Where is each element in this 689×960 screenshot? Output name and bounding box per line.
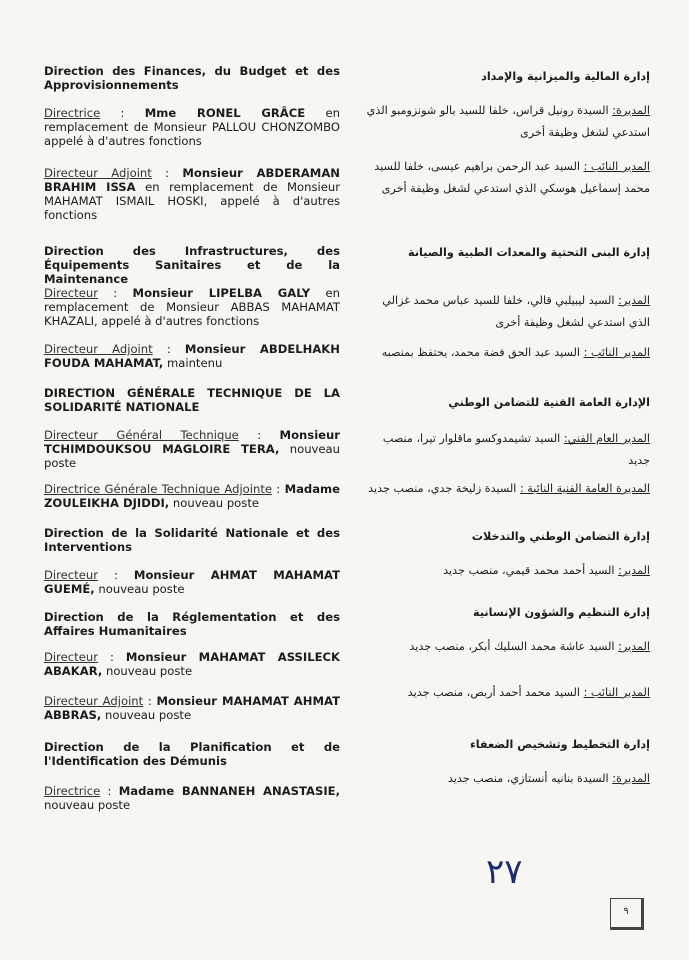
section-title-planification: Direction de la Planification et de l'Identification des Démunis [44, 740, 340, 768]
ar-role-label: المديرة: [612, 772, 650, 785]
entry-dgt-adjointe: Directrice Générale Technique Adjointe : Madame ZOULEIKHA DJIDDI, nouveau poste [44, 482, 340, 510]
entry-adjoint-reglementation: Directeur Adjoint : Monsieur MAHAMAT AHMAT ABBRAS, nouveau poste [44, 694, 340, 722]
person-name: Madame BANNANEH ANASTASIE, [118, 784, 341, 798]
entry-dgt: Directeur Général Technique : Monsieur TCHIMDOUKSOU MAGLOIRE TERA, nouveau poste [44, 428, 340, 470]
ar-entry-text: السيد عبد الرحمن براهيم عيسى، خلفا للسيد محمد إسماعيل هوسكي الذي استدعي لشغل وظيفة أخرى [374, 160, 650, 195]
entry-directeur-solidarite: Directeur : Monsieur AHMAT MAHAMAT GUEMÉ, nouveau poste [44, 568, 340, 596]
ar-entry-text: السيدة بنانيه أنستازي، منصب جديد [447, 772, 609, 785]
ar-role-label: المدير: [618, 294, 650, 307]
role-label: Directeur [44, 650, 98, 664]
person-name: Monsieur AHMAT MAHAMAT GUEMÉ, [44, 568, 340, 596]
role-label: Directrice [44, 106, 101, 120]
entry-note: nouveau poste [105, 664, 193, 678]
entry-directeur-infrastructures: Directeur : Monsieur LIPELBA GALY en remplacement de Monsieur ABBAS MAHAMAT KHAZALI, appelé à d'autres fonctions [44, 286, 340, 328]
entry-adjoint-infrastructures: Directeur Adjoint : Monsieur ABDELHAKH FOUDA MAHAMAT, maintenu [44, 342, 340, 370]
person-name: Mme RONEL GRÂCE [144, 106, 306, 120]
ar-role-label: المدير: [618, 564, 650, 577]
person-name: Madame ZOULEIKHA DJIDDI, [44, 482, 340, 510]
ar-entry-adjoint-infrastructures [362, 342, 650, 364]
ar-entry-dgt [362, 428, 650, 472]
entry-note: en remplacement de Monsieur PALLOU CHONZOMBO appelé à d'autres fonctions [44, 106, 340, 148]
ar-entry-text: السيد عبد الحق فضة محمد، يحتفظ بمنصبه [381, 346, 580, 359]
person-name: Monsieur ABDERAMAN BRAHIM ISSA [44, 166, 341, 194]
entry-directrice-planification: Directrice : Madame BANNANEH ANASTASIE, nouveau poste [44, 784, 341, 812]
ar-role-label: المديرة العامة الفنية النائبة : [519, 482, 650, 495]
page-number: ٩ [610, 898, 644, 930]
ar-entry-directeur-infrastructures [362, 290, 650, 334]
ar-entry-directrice-planification [362, 768, 650, 790]
ar-section-title-reglementation: إدارة التنظيم والشؤون الإنسانية [473, 606, 650, 619]
role-label: Directrice [44, 784, 101, 798]
ar-entry-text: السيد تشيمدوكسو ماقلوار تيرا، منصب جديد [382, 432, 650, 467]
ar-entry-directeur-solidarite [362, 560, 650, 582]
ar-entry-adjoint-reglementation [362, 682, 650, 704]
ar-section-title-solidarite: إدارة التضامن الوطني والتدخلات [471, 530, 650, 543]
entry-directeur-reglementation: Directeur : Monsieur MAHAMAT ASSILECK ABAKAR, nouveau poste [44, 650, 340, 678]
ar-entry-text: السيد أحمد محمد قيمي، منصب جديد [443, 564, 615, 577]
section-title-reglementation: Direction de la Réglementation et des Affaires Humanitaires [44, 610, 340, 638]
person-name: Monsieur MAHAMAT ASSILECK ABAKAR, [44, 650, 340, 678]
ar-section-title-finances: إدارة المالية والميزانية والإمداد [481, 70, 650, 83]
entry-note: nouveau poste [44, 442, 340, 470]
ar-entry-directrice-finances [362, 100, 650, 144]
ar-section-title-dgt-solidarite: الإدارة العامة الفنية للتضامن الوطني [448, 396, 650, 409]
entry-adjoint-finances: Directeur Adjoint : Monsieur ABDERAMAN BRAHIM ISSA en remplacement de Monsieur MAHAMAT ISMAIL HOSKI, appelé à d'autres fonctions [44, 166, 341, 222]
role-label: Directrice Générale Technique Adjointe [44, 482, 273, 496]
person-name: Monsieur MAHAMAT AHMAT ABBRAS, [44, 694, 340, 722]
ar-role-label: المدير النائب : [583, 346, 650, 359]
role-label: Directeur [44, 568, 98, 582]
role-label: Directeur Adjoint [44, 166, 152, 180]
section-title-solidarite: Direction de la Solidarité Nationale et des Interventions [44, 526, 340, 554]
entry-note: maintenu [166, 356, 223, 370]
entry-note: en remplacement de Monsieur ABBAS MAHAMAT KHAZALI, appelé à d'autres fonctions [44, 286, 340, 328]
section-title-dgt-solidarite: DIRECTION GÉNÉRALE TECHNIQUE DE LA SOLIDARITÉ NATIONALE [44, 386, 340, 414]
role-label: Directeur [44, 286, 98, 300]
role-label: Directeur Adjoint [44, 342, 153, 356]
entry-note: nouveau poste [105, 708, 192, 722]
section-title-infrastructures: Direction des Infrastructures, des Équipements Sanitaires et de la Maintenance [44, 244, 340, 286]
handwritten-page-annotation: ٢٧ [486, 852, 523, 892]
person-name: Monsieur LIPELBA GALY [132, 286, 311, 300]
person-name: Monsieur ABDELHAKH FOUDA MAHAMAT, [44, 342, 340, 370]
ar-entry-adjoint-finances [362, 156, 650, 200]
ar-entry-directeur-reglementation [362, 636, 650, 658]
ar-role-label: المدير النائب : [583, 686, 650, 699]
ar-role-label: المدير النائب : [583, 160, 650, 173]
ar-role-label: المديرة: [612, 104, 650, 117]
role-label: Directeur Général Technique [44, 428, 239, 442]
ar-section-title-planification: إدارة التخطيط وتشخيص الضعفاء [469, 738, 650, 751]
person-name: Monsieur TCHIMDOUKSOU MAGLOIRE TERA, [44, 428, 340, 456]
section-title-finances: Direction des Finances, du Budget et des Approvisionnements [44, 64, 340, 92]
ar-role-label: المدير العام الفني: [563, 432, 650, 445]
entry-note: nouveau poste [98, 582, 185, 596]
ar-entry-text: السيد عاشة محمد السليك أبكر، منصب جديد [409, 640, 615, 653]
ar-section-title-infrastructures: إدارة البنى التحتية والمعدات الطبية والصيانة [408, 246, 650, 259]
role-label: Directeur Adjoint [44, 694, 144, 708]
entry-note: en remplacement de Monsieur MAHAMAT ISMAIL HOSKI, appelé à d'autres fonctions [44, 180, 341, 222]
ar-entry-text: السيد محمد أحمد أربص، منصب جديد [407, 686, 580, 699]
entry-note: nouveau poste [172, 496, 259, 510]
ar-role-label: المدير: [618, 640, 650, 653]
ar-entry-text: السيدة زليخة جدي، منصب جديد [368, 482, 517, 495]
ar-entry-text: السيد ليبيلبي قالي، خلفا للسيد عباس محمد غزالي الذي استدعي لشغل وظيفة أخرى [382, 294, 650, 329]
entry-note: nouveau poste [44, 798, 131, 812]
entry-directrice-finances: Directrice : Mme RONEL GRÂCE en remplacement de Monsieur PALLOU CHONZOMBO appelé à d'autres fonctions [44, 106, 340, 148]
ar-entry-text: السيدة رونيل قراس، خلفا للسيد بالو شونزومبو الذي استدعي لشغل وظيفة أخرى [366, 104, 650, 139]
ar-entry-dgt-adjointe [362, 478, 650, 500]
